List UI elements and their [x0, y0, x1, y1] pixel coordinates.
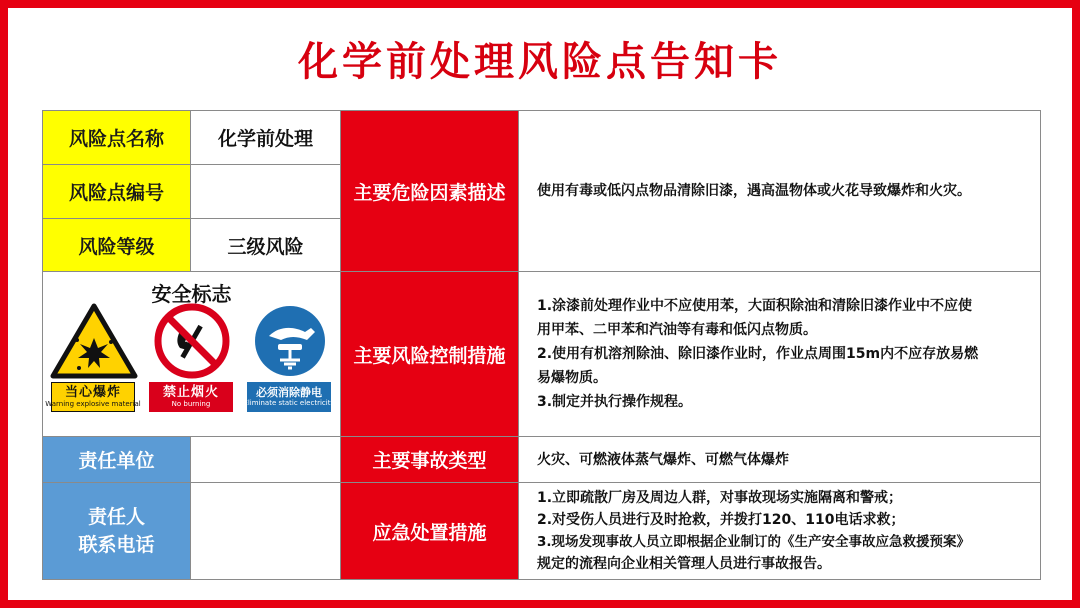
explosion-warning-caption [45, 382, 141, 412]
emergency-label-cell [340, 482, 519, 580]
risk-name-label: 风险点名称 [68, 128, 164, 150]
responsible-person-label-cell [42, 482, 191, 580]
risk-level-label-cell [42, 218, 191, 272]
risk-name-label-cell [42, 110, 191, 165]
responsible-unit-value-cell [190, 436, 341, 483]
static-discharge-sign [245, 302, 335, 414]
contact-phone-label: 联系电话 [78, 534, 155, 556]
emergency-line: 3.现场发现事故人员立即根据企业制订的《生产安全事故应急救援预案》 [537, 534, 971, 550]
explosion-warning-text: 当心爆炸 [64, 385, 121, 400]
control-line: 3.制定并执行操作规程。 [537, 394, 693, 410]
no-burning-text: 禁止烟火 [162, 385, 219, 400]
no-burning-caption [149, 382, 233, 412]
accident-label-cell [340, 436, 519, 483]
emergency-label: 应急处置措施 [372, 521, 487, 544]
hazard-label-cell [340, 110, 519, 272]
static-discharge-caption [243, 382, 335, 412]
hazard-text-cell [518, 110, 1041, 272]
risk-level-label: 风险等级 [78, 235, 155, 258]
risk-level-value-cell [190, 218, 341, 272]
explosion-warning-icon [49, 302, 139, 380]
no-burning-sign [147, 302, 237, 414]
emergency-line: 规定的流程向企业相关管理人员进行事故报告。 [537, 556, 831, 572]
static-discharge-icon [245, 302, 335, 380]
risk-name-value-cell [190, 110, 341, 165]
hazard-label: 主要危险因素描述 [353, 181, 506, 204]
no-burning-icon [147, 302, 237, 380]
control-line: 1.涂漆前处理作业中不应使用苯，大面积除油和清除旧漆作业中不应使 [537, 298, 973, 314]
risk-code-value-cell [190, 164, 341, 219]
accident-text: 火灾、可燃液体蒸气爆炸、可燃气体爆炸 [537, 451, 789, 468]
responsible-unit-label: 责任单位 [78, 450, 155, 472]
explosion-warning-subtext: Warning explosive material [45, 400, 141, 408]
emergency-line: 1.立即疏散厂房及周边人群，对事故现场实施隔离和警戒； [537, 490, 903, 506]
control-text [519, 294, 990, 414]
risk-code-label-cell [42, 164, 191, 219]
accident-label: 主要事故类型 [372, 450, 487, 472]
control-line: 易爆物质。 [537, 370, 607, 386]
risk-level-value: 三级风险 [227, 235, 304, 258]
safety-signs-title: 安全标志 [151, 282, 232, 306]
emergency-text-cell [518, 482, 1041, 580]
control-label: 主要风险控制措施 [353, 344, 506, 367]
static-discharge-text: 必须消除静电 [256, 386, 322, 399]
control-line: 用甲苯、二甲苯和汽油等有毒和低闪点物质。 [537, 322, 817, 338]
no-burning-subtext: No burning [171, 400, 211, 408]
emergency-text [519, 487, 982, 575]
risk-code-label: 风险点编号 [68, 182, 164, 204]
hazard-text: 使用有毒或低闪点物品清除旧漆，遇高温物体或火花导致爆炸和火灾。 [537, 183, 971, 199]
responsible-person-value-cell [190, 482, 341, 580]
emergency-line: 2.对受伤人员进行及时抢救，并拨打120、110电话求救； [537, 512, 905, 528]
safety-signs-panel [42, 271, 341, 437]
responsible-unit-label-cell [42, 436, 191, 483]
control-line: 2.使用有机溶剂除油、除旧漆作业时，作业点周围15m内不应存放易燃 [537, 346, 979, 362]
accident-text-cell [518, 436, 1041, 483]
risk-name-value: 化学前处理 [217, 128, 313, 150]
control-text-cell [518, 271, 1041, 437]
responsible-person-label: 责任人 [87, 506, 145, 528]
control-label-cell [340, 271, 519, 437]
explosion-warning-sign [45, 302, 141, 414]
page-title: 化学前处理风险点告知卡 [298, 39, 782, 85]
static-discharge-subtext: Eliminate static electricity [243, 399, 335, 407]
